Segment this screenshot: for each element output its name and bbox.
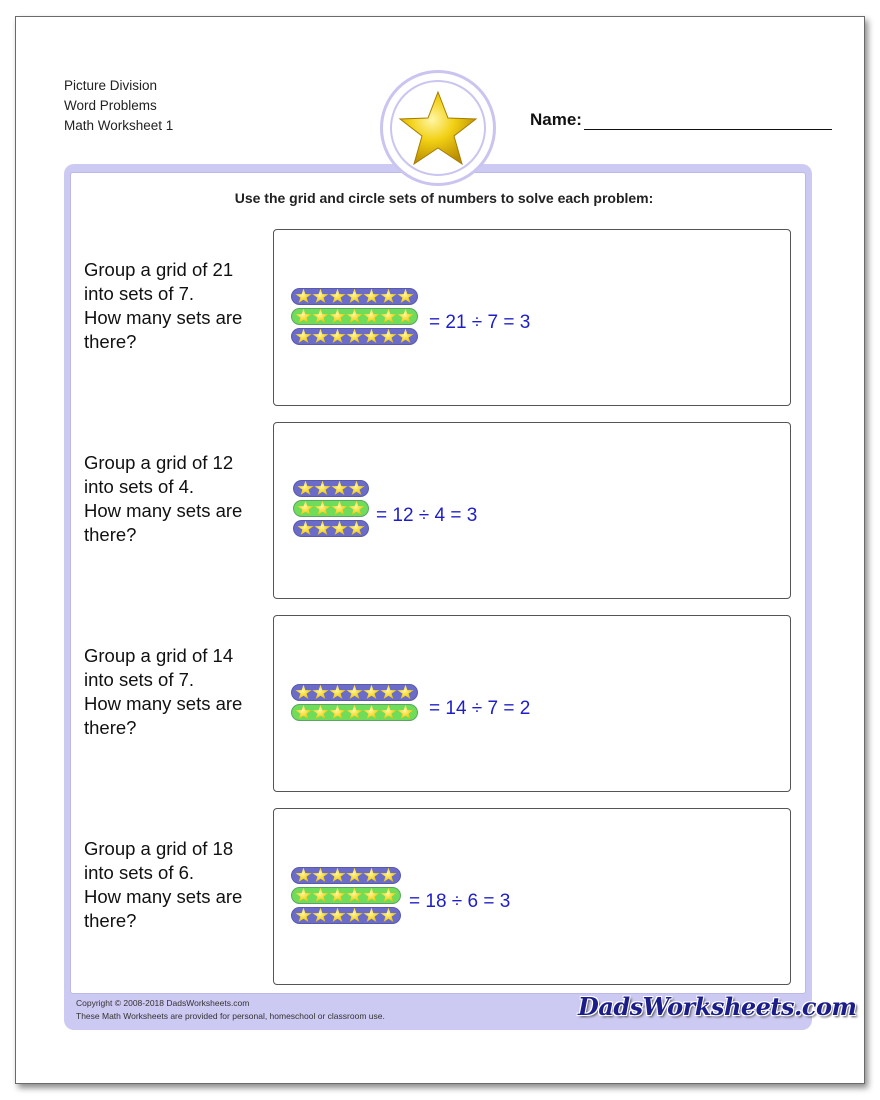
copyright-text: Copyright © 2008-2018 DadsWorksheets.com bbox=[76, 998, 250, 1008]
star-icon bbox=[314, 481, 331, 497]
star-icon bbox=[314, 501, 331, 517]
problem-3-answer-box[interactable] bbox=[273, 615, 791, 792]
problem-1-text: Group a grid of 21 into sets of 7. How many sets are there? bbox=[84, 259, 243, 352]
problem-2-text: Group a grid of 12 into sets of 4. How many sets are there? bbox=[84, 452, 243, 545]
star-icon bbox=[329, 289, 346, 305]
problem-4-text: Group a grid of 18 into sets of 6. How many sets are there? bbox=[84, 838, 243, 931]
star-group bbox=[293, 500, 369, 517]
star-icon bbox=[312, 888, 329, 904]
star-icon bbox=[331, 481, 348, 497]
footer-copyright bbox=[76, 997, 385, 1023]
star-group bbox=[291, 328, 418, 345]
star-icon bbox=[363, 908, 380, 924]
dadsworksheets-logo[interactable]: DadsWorksheets.com bbox=[578, 992, 857, 1021]
header-badge bbox=[380, 70, 496, 186]
star-icon bbox=[331, 521, 348, 537]
star-group bbox=[291, 684, 418, 701]
problem-2-star-groups bbox=[293, 480, 369, 540]
star-icon bbox=[346, 329, 363, 345]
star-icon bbox=[295, 329, 312, 345]
star-icon bbox=[329, 888, 346, 904]
star-icon bbox=[397, 685, 414, 701]
problem-1-answer-box[interactable] bbox=[273, 229, 791, 406]
star-icon bbox=[295, 289, 312, 305]
star-icon bbox=[363, 309, 380, 325]
star-group bbox=[291, 867, 401, 884]
name-label: Name: bbox=[530, 110, 582, 129]
star-icon bbox=[295, 888, 312, 904]
star-icon bbox=[329, 705, 346, 721]
title-line-3: Math Worksheet 1 bbox=[64, 118, 174, 133]
problem-3-star-groups bbox=[291, 684, 418, 724]
star-icon bbox=[312, 329, 329, 345]
star-icon bbox=[346, 888, 363, 904]
star-icon bbox=[312, 868, 329, 884]
title-line-2: Word Problems bbox=[64, 98, 157, 113]
star-group bbox=[293, 480, 369, 497]
star-icon bbox=[295, 309, 312, 325]
star-icon bbox=[329, 868, 346, 884]
star-icon bbox=[380, 685, 397, 701]
star-group bbox=[291, 907, 401, 924]
star-icon bbox=[329, 309, 346, 325]
problem-1-equation: = 21 ÷ 7 = 3 bbox=[429, 312, 531, 333]
star-icon bbox=[398, 89, 478, 167]
star-icon bbox=[397, 289, 414, 305]
star-icon bbox=[295, 685, 312, 701]
star-icon bbox=[346, 908, 363, 924]
star-group bbox=[291, 704, 418, 721]
star-icon bbox=[397, 309, 414, 325]
name-field bbox=[530, 110, 832, 130]
star-icon bbox=[380, 289, 397, 305]
star-icon bbox=[312, 289, 329, 305]
star-icon bbox=[346, 705, 363, 721]
worksheet-title-block bbox=[64, 76, 173, 136]
star-icon bbox=[312, 685, 329, 701]
problem-4-equation: = 18 ÷ 6 = 3 bbox=[409, 891, 511, 912]
star-icon bbox=[348, 481, 365, 497]
problem-4-answer-box[interactable] bbox=[273, 808, 791, 985]
star-icon bbox=[329, 908, 346, 924]
star-icon bbox=[380, 908, 397, 924]
name-blank-line[interactable] bbox=[584, 111, 832, 130]
star-icon bbox=[297, 521, 314, 537]
star-icon bbox=[346, 309, 363, 325]
star-icon bbox=[397, 705, 414, 721]
star-group bbox=[293, 520, 369, 537]
star-icon bbox=[380, 329, 397, 345]
star-icon bbox=[397, 329, 414, 345]
problem-4-star-groups bbox=[291, 867, 401, 927]
title-line-1: Picture Division bbox=[64, 78, 158, 93]
star-icon bbox=[346, 868, 363, 884]
star-icon bbox=[295, 868, 312, 884]
star-group bbox=[291, 308, 418, 325]
star-icon bbox=[312, 705, 329, 721]
star-group bbox=[291, 887, 401, 904]
problem-2-equation: = 12 ÷ 4 = 3 bbox=[376, 505, 478, 526]
star-icon bbox=[363, 868, 380, 884]
star-icon bbox=[363, 888, 380, 904]
star-icon bbox=[348, 521, 365, 537]
star-icon bbox=[297, 481, 314, 497]
star-icon bbox=[346, 685, 363, 701]
instructions-text: Use the grid and circle sets of numbers to solve each problem: bbox=[234, 190, 654, 206]
star-group bbox=[291, 288, 418, 305]
star-icon bbox=[348, 501, 365, 517]
star-icon bbox=[329, 685, 346, 701]
problem-3-equation: = 14 ÷ 7 = 2 bbox=[429, 698, 531, 719]
usage-notice: These Math Worksheets are provided for personal, homeschool or classroom use. bbox=[76, 1011, 385, 1021]
star-icon bbox=[380, 309, 397, 325]
problem-3-text: Group a grid of 14 into sets of 7. How many sets are there? bbox=[84, 645, 243, 738]
star-icon bbox=[295, 908, 312, 924]
star-icon bbox=[312, 309, 329, 325]
star-icon bbox=[329, 329, 346, 345]
star-icon bbox=[363, 685, 380, 701]
star-icon bbox=[312, 908, 329, 924]
star-icon bbox=[331, 501, 348, 517]
star-icon bbox=[297, 501, 314, 517]
star-icon bbox=[363, 329, 380, 345]
star-icon bbox=[295, 705, 312, 721]
star-icon bbox=[380, 705, 397, 721]
star-icon bbox=[363, 705, 380, 721]
star-icon bbox=[314, 521, 331, 537]
star-icon bbox=[363, 289, 380, 305]
star-icon bbox=[380, 868, 397, 884]
star-icon bbox=[380, 888, 397, 904]
problem-2-answer-box[interactable] bbox=[273, 422, 791, 599]
star-icon bbox=[346, 289, 363, 305]
problem-1-star-groups bbox=[291, 288, 418, 348]
